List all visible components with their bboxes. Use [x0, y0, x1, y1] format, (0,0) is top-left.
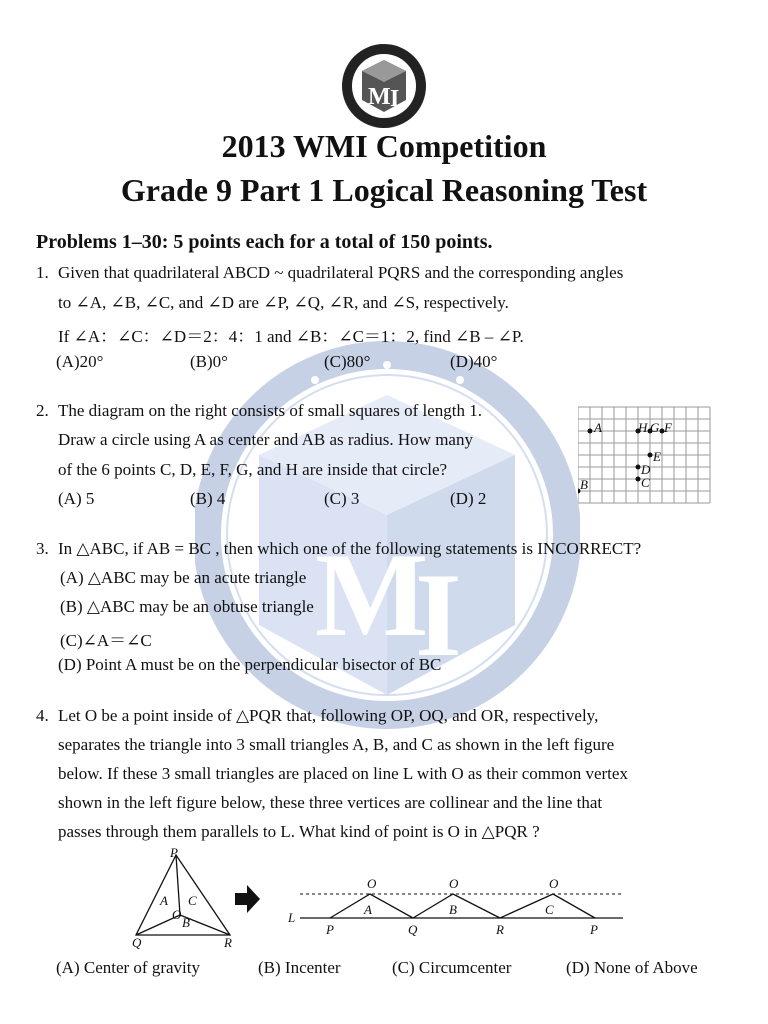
problem-4-line-4: shown in the left figure below, these three vertices are collinear and the line that [58, 793, 603, 812]
problem-3-option-d: (D) Point A must be on the perpendicular bisector of BC [58, 655, 442, 674]
wmi-logo [340, 42, 428, 130]
left-fig-label-o: O [172, 907, 182, 922]
problem-1-number: 1. [36, 263, 49, 282]
left-fig-label-q: Q [132, 935, 142, 950]
problem-3-option-c: (C)∠A＝∠C [60, 631, 152, 650]
left-fig-label-a: A [160, 893, 168, 908]
problem-2-option-b: (B) 4 [190, 489, 226, 508]
svg-text:M: M [368, 84, 391, 110]
right-fig-label-p1: P [326, 922, 334, 937]
grid-label-h: H [638, 420, 648, 435]
right-fig-label-c: C [545, 902, 554, 917]
left-fig-label-b: B [182, 915, 190, 930]
problem-2-line-3: of the 6 points C, D, E, F, G, and H are inside that circle? [58, 460, 448, 479]
grid-label-a: A [594, 420, 602, 435]
right-fig-label-o2: O [449, 876, 459, 891]
wmi-watermark [195, 335, 580, 735]
problem-1-option-c: (C)80° [324, 352, 371, 371]
right-fig-label-l: L [288, 910, 296, 925]
right-fig-label-p2: P [590, 922, 598, 937]
grid-label-g: G [650, 420, 660, 435]
grid-label-e: E [653, 449, 661, 464]
problem-4-line-2: separates the triangle into 3 small triangles A, B, and C as shown in the left figure [58, 735, 615, 754]
problem-1-line-2: to ∠A, ∠B, ∠C, and ∠D are ∠P, ∠Q, ∠R, and ∠S, respectively. [58, 293, 509, 312]
problem-4-option-a: (A) Center of gravity [56, 958, 200, 977]
grid-label-d: D [641, 462, 651, 477]
problem-4-left-figure [118, 845, 248, 950]
section-heading: Problems 1–30: 5 points each for a total of 150 points. [36, 231, 493, 253]
title-line-2: Grade 9 Part 1 Logical Reasoning Test [120, 172, 648, 208]
right-fig-label-q: Q [408, 922, 418, 937]
problem-3-line-1: In △ABC, if AB = BC , then which one of the following statements is INCORRECT? [58, 539, 642, 558]
left-fig-label-c: C [188, 893, 197, 908]
problem-4-line-3: below. If these 3 small triangles are placed on line L with O as their common vertex [58, 764, 628, 783]
problem-4-right-figure [285, 872, 630, 944]
problem-1-option-d: (D)40° [450, 352, 498, 371]
svg-text:I: I [390, 86, 400, 112]
problem-2-number: 2. [36, 401, 49, 420]
problem-1-option-b: (B)0° [190, 352, 228, 371]
right-fig-label-o3: O [549, 876, 559, 891]
problem-4-option-b: (B) Incenter [258, 958, 341, 977]
right-fig-label-r: R [496, 922, 504, 937]
problem-3-number: 3. [36, 539, 49, 558]
problem-4-option-c: (C) Circumcenter [392, 958, 512, 977]
problem-2-line-2: Draw a circle using A as center and AB as radius. How many [58, 430, 473, 449]
problem-1-option-a: (A)20° [56, 352, 104, 371]
svg-text:I: I [415, 548, 462, 681]
problem-2-grid-figure [578, 405, 712, 505]
problem-2-option-d: (D) 2 [450, 489, 487, 508]
right-arrow-icon [235, 884, 261, 914]
grid-label-b: B [580, 477, 588, 492]
problem-2-option-a: (A) 5 [58, 489, 95, 508]
problem-2-line-1: The diagram on the right consists of small squares of length 1. [58, 401, 482, 420]
problem-4-number: 4. [36, 706, 49, 725]
right-fig-label-o1: O [367, 876, 377, 891]
grid-label-c: C [641, 475, 650, 490]
left-fig-label-r: R [224, 935, 232, 950]
title-line-1: 2013 WMI Competition [221, 128, 547, 164]
problem-3-option-b: (B) △ABC may be an obtuse triangle [60, 597, 314, 616]
problem-4-line-5: passes through them parallels to L. What kind of point is O in △PQR ? [58, 822, 540, 841]
svg-text:M: M [315, 528, 429, 661]
problem-4-option-d: (D) None of Above [566, 958, 698, 977]
problem-3-option-a: (A) △ABC may be an acute triangle [60, 568, 307, 587]
problem-4-line-1: Let O be a point inside of △PQR that, following OP, OQ, and OR, respectively, [58, 706, 599, 725]
problem-2-option-c: (C) 3 [324, 489, 360, 508]
left-fig-label-p: P [170, 845, 178, 860]
right-fig-label-a: A [364, 902, 372, 917]
problem-1-line-1: Given that quadrilateral ABCD ~ quadrilateral PQRS and the corresponding angles [58, 263, 624, 282]
problem-1-line-3: If ∠A：∠C：∠D＝2：4：1 and ∠B：∠C＝1：2, find ∠B – ∠P. [58, 327, 524, 346]
grid-label-f: F [664, 420, 672, 435]
right-fig-label-b: B [449, 902, 457, 917]
